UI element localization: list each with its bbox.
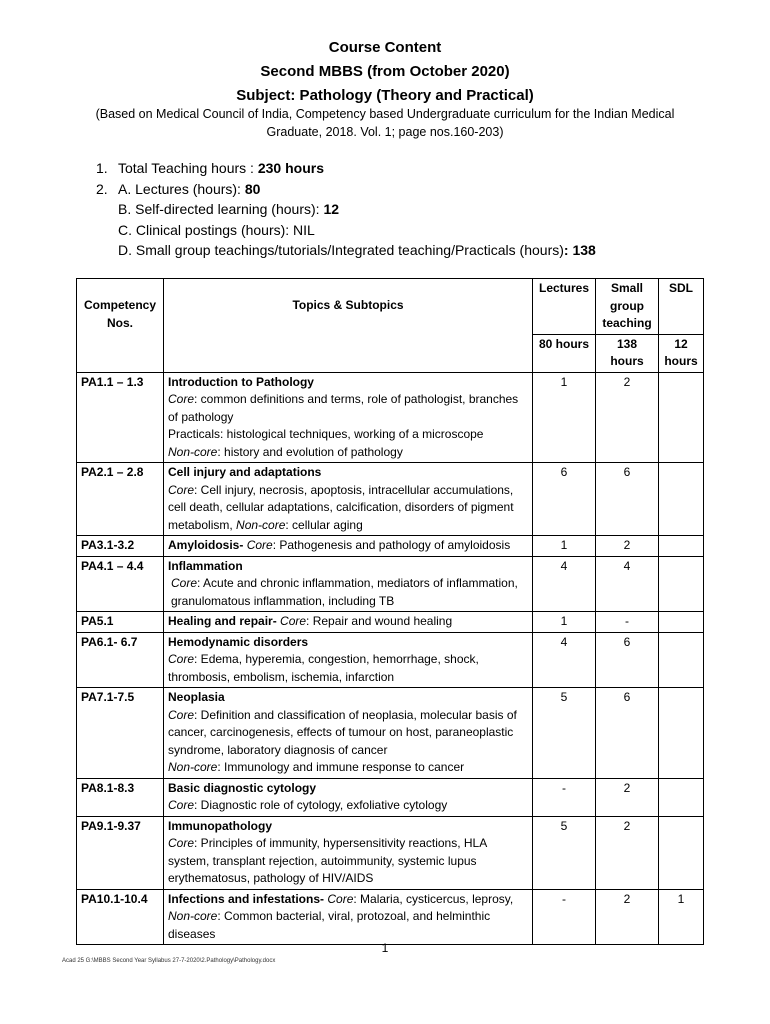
topic-title: Neoplasia: [168, 690, 225, 704]
noncore-text: : Common bacterial, viral, protozoal, and helminthic diseases: [168, 909, 491, 941]
topic-core: [168, 707, 528, 760]
core-label: Core: [168, 392, 195, 406]
clinical-hours-item: [96, 220, 716, 241]
small-group-value: 2: [596, 816, 659, 889]
topic-noncore: [168, 908, 528, 943]
topic-cell: [164, 536, 533, 557]
topic-title: Cell injury and adaptations: [168, 465, 322, 479]
header-competency: Competency Nos.: [77, 279, 164, 373]
sdl-hours-item: [96, 199, 716, 220]
core-label: Core: [168, 482, 195, 497]
sdl-hours-value: 12: [323, 201, 340, 217]
page-number: 1: [381, 941, 389, 955]
small-group-value: -: [596, 612, 659, 633]
lectures-value: 5: [533, 816, 596, 889]
lectures-value: -: [533, 778, 596, 816]
core-text: : Cell injury, necrosis, apoptosis, intracellular accumulations, cell death, cellular adaptations, calcification, disorders of pigment metabolism,: [168, 482, 514, 532]
noncore-text: : cellular aging: [285, 517, 363, 532]
competency-code: PA8.1-8.3: [77, 778, 164, 816]
topic-title: Basic diagnostic cytology: [168, 780, 317, 795]
table-row: [77, 612, 704, 633]
core-label: Core: [168, 836, 195, 850]
core-text: : Edema, hyperemia, congestion, hemorrhage, shock, thrombosis, embolism, ischemia, infarction: [168, 652, 479, 684]
sdl-value: [659, 632, 704, 688]
sdl-value: [659, 536, 704, 557]
competency-code: PA6.1- 6.7: [77, 632, 164, 688]
header-small-group: Small group teaching: [596, 279, 659, 335]
small-group-hours-colon: :: [563, 242, 573, 258]
sdl-value: [659, 463, 704, 536]
topic-core: [168, 891, 528, 909]
sdl-value: [659, 372, 704, 463]
title-second-mbbs: Second MBBS (from October 2020): [260, 63, 510, 80]
topic-cell: [164, 612, 533, 633]
teaching-hours-list: [96, 158, 716, 261]
small-group-hours-value: 138: [572, 242, 596, 258]
lectures-value: -: [533, 889, 596, 945]
lectures-hours-label: A. Lectures (hours):: [118, 180, 245, 197]
lectures-value: 5: [533, 688, 596, 779]
topic-title: Hemodynamic disorders: [168, 634, 309, 649]
core-text: : Diagnostic role of cytology, exfoliative cytology: [194, 798, 448, 812]
total-hours-label: Total Teaching hours :: [118, 160, 258, 176]
header-lectures: Lectures: [533, 279, 596, 335]
lectures-value: 1: [533, 612, 596, 633]
core-label: Core: [168, 652, 195, 666]
header-topics: Topics & Subtopics: [164, 279, 533, 373]
competency-code: PA5.1: [77, 612, 164, 633]
header-lectures-hours: 80 hours: [533, 334, 596, 372]
topic-cell: [164, 632, 533, 688]
lectures-value: 1: [533, 536, 596, 557]
table-row: [77, 536, 704, 557]
competency-code: PA2.1 – 2.8: [77, 463, 164, 536]
topic-cell: [164, 778, 533, 816]
topic-cell: [164, 816, 533, 889]
core-label: Core: [168, 798, 195, 812]
small-group-hours-label: D. Small group teachings/tutorials/Integrated teaching/Practicals (hours): [118, 242, 564, 258]
small-group-value: 6: [596, 688, 659, 779]
topic-title: Amyloidosis-: [168, 538, 247, 552]
small-group-value: 6: [596, 632, 659, 688]
lectures-hours-item: [96, 179, 716, 200]
topic-practicals: Practicals: histological techniques, working of a microscope: [168, 427, 484, 441]
sdl-value: [659, 816, 704, 889]
small-group-value: 2: [596, 778, 659, 816]
small-group-value: 2: [596, 536, 659, 557]
reference-note: (Based on Medical Council of India, Competency based Undergraduate curriculum for the Indian Medical Graduate, 2018. Vol. 1; page nos.160-203): [95, 107, 675, 139]
topic-core: [168, 575, 528, 610]
lectures-value: 4: [533, 632, 596, 688]
table-row: [77, 632, 704, 688]
noncore-text: : history and evolution of pathology: [217, 444, 403, 459]
table-header-row: [77, 279, 704, 335]
competency-code: PA4.1 – 4.4: [77, 556, 164, 612]
header-sdl-hours: 12 hours: [659, 334, 704, 372]
noncore-label: Non-core: [168, 444, 218, 459]
core-label: Core: [168, 707, 195, 722]
core-text: : Acute and chronic inflammation, mediators of inflammation, granulomatous inflammation, including TB: [171, 576, 518, 608]
lectures-value: 1: [533, 372, 596, 463]
topic-title: Healing and repair-: [168, 614, 281, 628]
competency-code: PA9.1-9.37: [77, 816, 164, 889]
clinical-hours-label: C. Clinical postings (hours): NIL: [118, 221, 315, 238]
table-row: [77, 688, 704, 779]
core-text: : Pathogenesis and pathology of amyloidosis: [272, 538, 511, 552]
item-number: 2.: [96, 180, 108, 197]
noncore-text: : Immunology and immune response to cancer: [217, 760, 465, 774]
total-hours-value: 230 hours: [257, 160, 324, 176]
small-group-value: 2: [596, 372, 659, 463]
topic-cell: [164, 372, 533, 463]
noncore-label: Non-core: [168, 760, 218, 774]
topic-core: [168, 797, 528, 815]
topic-cell: [164, 889, 533, 945]
topic-noncore: [168, 444, 528, 462]
noncore-label: Non-core: [168, 909, 218, 923]
sdl-value: [659, 688, 704, 779]
lectures-value: 4: [533, 556, 596, 612]
topic-title: Infections and infestations-: [168, 891, 328, 906]
core-text: : Definition and classification of neoplasia, molecular basis of cancer, carcinogenesis, effects of tumour on host, paraneoplastic syndrome, laboratory diagnosis of cancer: [168, 707, 517, 757]
topic-title: Inflammation: [168, 558, 243, 573]
topic-cell: [164, 688, 533, 779]
core-label: Core: [327, 891, 354, 906]
lectures-hours-value: 80: [244, 180, 261, 197]
table-row: [77, 372, 704, 463]
sdl-value: 1: [659, 889, 704, 945]
topic-core: [168, 482, 528, 535]
lectures-value: 6: [533, 463, 596, 536]
table-row: [77, 463, 704, 536]
table-row: [77, 778, 704, 816]
header-small-group-hours: 138 hours: [596, 334, 659, 372]
topic-cell: [164, 463, 533, 536]
topic-noncore: [168, 759, 528, 777]
core-text: : Principles of immunity, hypersensitivity reactions, HLA system, transplant rejection, autoimmunity, systemic lupus erythematosus, pathology of HIV/AIDS: [168, 836, 487, 885]
core-label: Core: [171, 576, 198, 590]
sdl-value: [659, 612, 704, 633]
core-label: Core: [280, 614, 307, 628]
topic-core: [168, 651, 528, 686]
title-course-content: Course Content: [328, 39, 442, 56]
total-hours-item: [96, 158, 716, 179]
small-group-value: 4: [596, 556, 659, 612]
syllabus-table: [76, 278, 704, 945]
item-number: 1.: [96, 160, 108, 176]
topic-title: Introduction to Pathology: [168, 374, 314, 389]
small-group-value: 6: [596, 463, 659, 536]
topic-title: Immunopathology: [168, 818, 272, 833]
topic-core: [168, 391, 528, 426]
noncore-label: Non-core: [236, 517, 286, 532]
header-sdl: SDL: [659, 279, 704, 335]
topic-cell: [164, 556, 533, 612]
core-text: : common definitions and terms, role of pathologist, branches of pathology: [168, 392, 519, 424]
small-group-hours-item: [96, 240, 716, 261]
competency-code: PA3.1-3.2: [77, 536, 164, 557]
competency-code: PA10.1-10.4: [77, 889, 164, 945]
table-row: [77, 816, 704, 889]
sdl-value: [659, 778, 704, 816]
title-subject: Subject: Pathology (Theory and Practical): [236, 87, 534, 104]
core-label: Core: [246, 538, 273, 552]
topic-core: [168, 835, 528, 888]
core-text: : Malaria, cysticercus, leprosy,: [353, 891, 514, 906]
document-title-block: [0, 36, 770, 108]
competency-code: PA1.1 – 1.3: [77, 372, 164, 463]
table-row: [77, 556, 704, 612]
footer-file-path: Acad 25 G:\MBBS Second Year Syllabus 27-7-2020\2.Pathology\Pathology.docx: [62, 958, 276, 964]
sdl-hours-label: B. Self-directed learning (hours):: [118, 201, 324, 217]
sdl-value: [659, 556, 704, 612]
table-row: [77, 889, 704, 945]
competency-code: PA7.1-7.5: [77, 688, 164, 779]
small-group-value: 2: [596, 889, 659, 945]
core-text: : Repair and wound healing: [306, 614, 453, 628]
